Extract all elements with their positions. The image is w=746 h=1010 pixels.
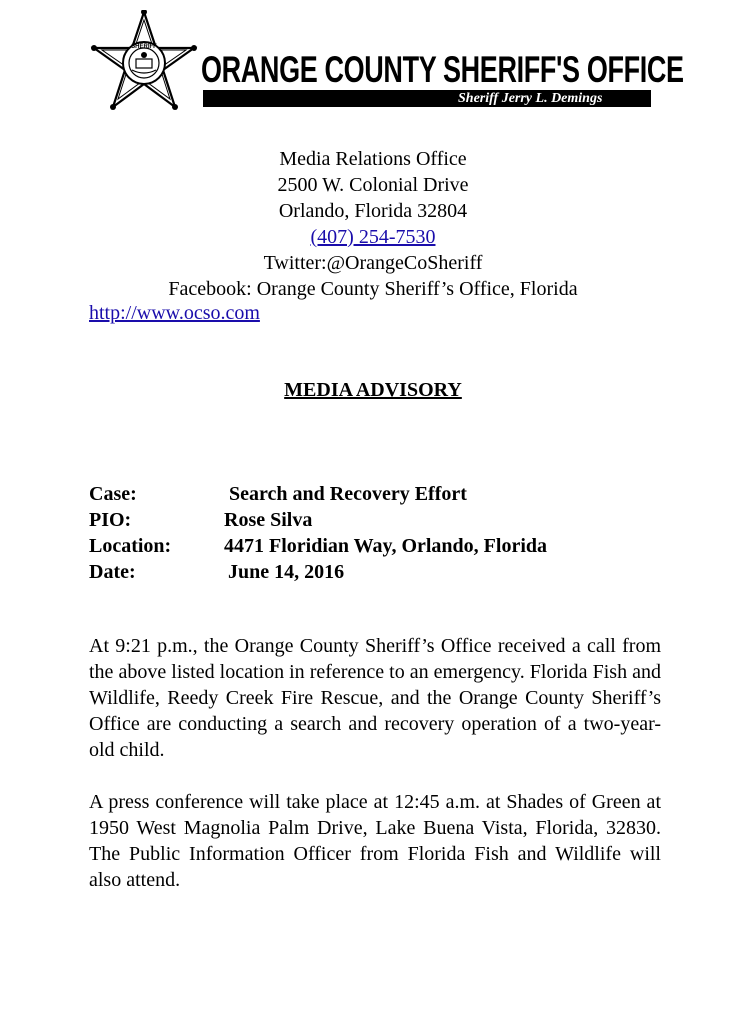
phone-link[interactable]: (407) 254-7530 [310, 226, 436, 248]
agency-name: ORANGE COUNTY SHERIFF'S OFFICE [201, 49, 684, 90]
date-value: June 14, 2016 [228, 561, 345, 583]
street-address: 2500 W. Colonial Drive [277, 174, 469, 196]
city-state-zip: Orlando, Florida 32804 [278, 200, 468, 222]
website-container [89, 300, 260, 326]
sheriff-name: Sheriff Jerry L. Demings [458, 91, 603, 106]
location-label: Location: [89, 535, 172, 557]
website-link[interactable]: http://www.ocso.com [89, 302, 260, 324]
sheriff-star-badge-icon [88, 10, 200, 114]
location-value: 4471 Floridian Way, Orlando, Florida [224, 535, 548, 557]
facebook-page: Facebook: Orange County Sheriff’s Office, Florida [168, 278, 578, 300]
body-paragraph-2: A press conference will take place at 12:45 a.m. at Shades of Green at 1950 West Magnolia Palm Drive, Lake Buena Vista, Florida, 32830. The Public Information Officer from Florida Fish and Wildlife will also attend. [89, 791, 661, 891]
case-value: Search and Recovery Effort [229, 483, 467, 505]
office-name: Media Relations Office [279, 148, 467, 170]
date-label: Date: [89, 561, 136, 583]
body-paragraph-1: At 9:21 p.m., the Orange County Sheriff’s Office received a call from the above listed location in reference to an emergency. Florida Fish and Wildlife, Reedy Creek Fire Rescue, and the Orange County Sheriff’s Office are conducting a search and recovery operation of a two-year-old child. [89, 635, 661, 761]
pio-value: Rose Silva [224, 509, 313, 531]
case-label: Case: [89, 483, 137, 505]
page-title: MEDIA ADVISORY [284, 379, 462, 401]
sheriff-name-bar [203, 90, 651, 107]
letterhead [88, 10, 684, 110]
svg-text:SHERIFF: SHERIFF [131, 44, 157, 50]
contact-block [0, 146, 746, 302]
twitter-handle: Twitter:@OrangeCoSheriff [263, 252, 483, 274]
pio-label: PIO: [89, 509, 132, 531]
